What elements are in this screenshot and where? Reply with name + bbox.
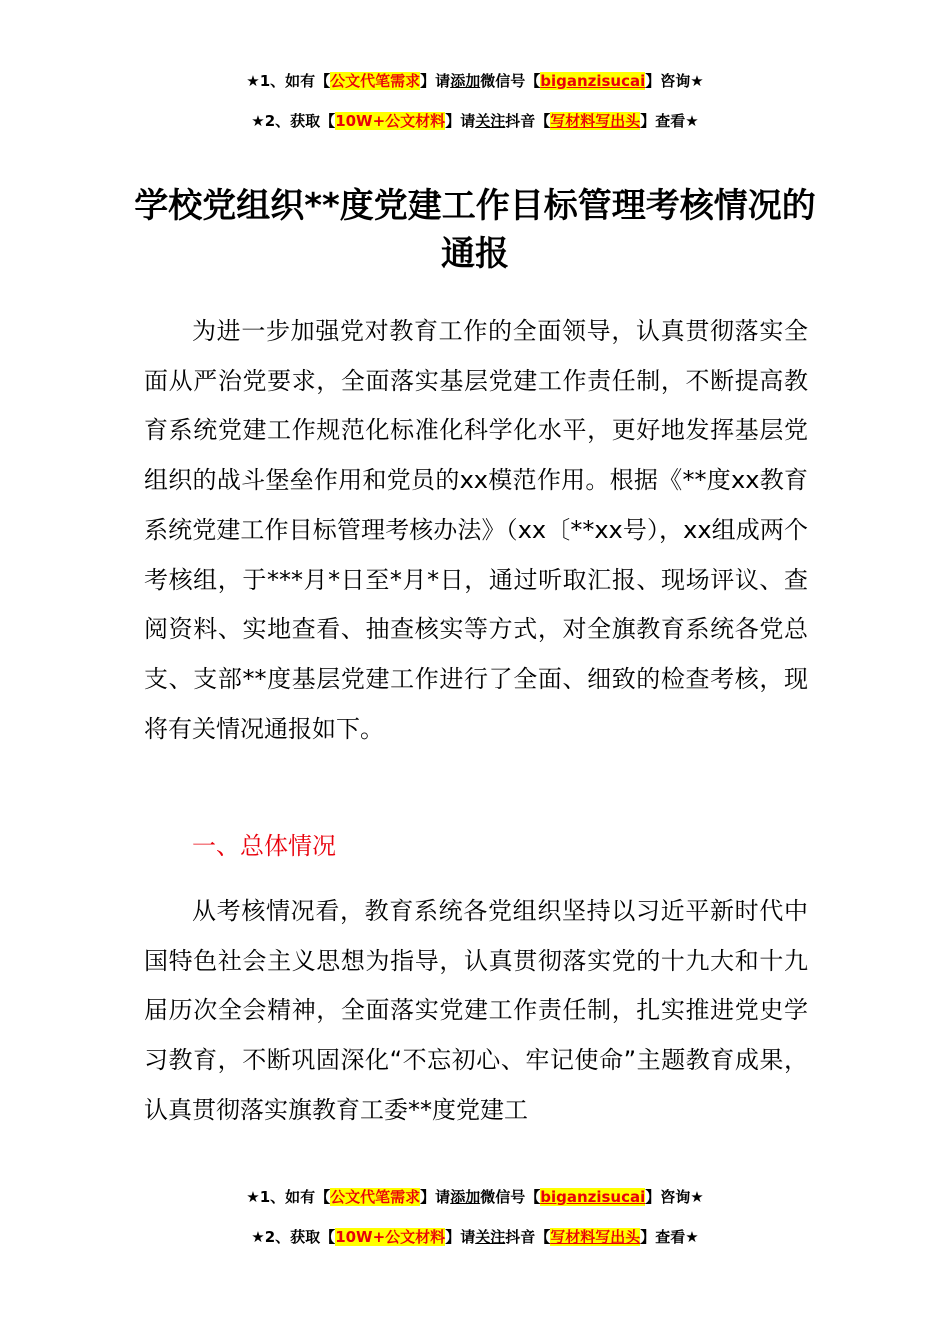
paragraph-intro: 为进一步加强党对教育工作的全面领导，认真贯彻落实全面从严治党要求，全面落实基层党建工作责任制，不断提高教育系统党建工作规范化标准化科学化水平，更好地发挥基层党组织的战斗堡垒作用和党员的xx模范作用。根据《**度xx教育系统党建工作目标管理考核办法》（xx〔**xx号），xx组成两个考核组，于***月*日至*月*日，通过听取汇报、现场评议、查阅资料、实地查看、抽查核实等方式，对全旗教育系统各党总支、支部**度基层党建工作进行了全面、细致的检查考核，现将有关情况通报如下。 xyxy=(144,317,808,743)
promo-highlight: 10W+公文材料 xyxy=(335,112,446,130)
promo-underline-text: 添加 xyxy=(450,1188,481,1206)
promo-line-1-top xyxy=(0,71,950,91)
promo-text: 】请 xyxy=(420,72,451,90)
promo-highlight: 10W+公文材料 xyxy=(335,1228,446,1246)
promo-text: 抖音【 xyxy=(505,1228,551,1246)
promo-wechat-id: biganzisucai xyxy=(540,72,646,90)
promo-text: 抖音【 xyxy=(505,112,551,130)
promo-prefix: ★1、如有【 xyxy=(246,1188,331,1206)
promo-underline-text: 添加 xyxy=(450,72,481,90)
promo-prefix: ★2、获取【 xyxy=(251,1228,336,1246)
paragraph-overview: 从考核情况看，教育系统各党组织坚持以习近平新时代中国特色社会主义思想为指导，认真贯彻落实党的十九大和十九届历次全会精神，全面落实党建工作责任制，扎实推进党史学习教育，不断巩固深化“不忘初心、牢记使命”主题教育成果，认真贯彻落实旗教育工委**度党建工 xyxy=(144,897,808,1124)
promo-suffix: 】查看★ xyxy=(640,1228,699,1246)
promo-text: 微信号【 xyxy=(480,1188,541,1206)
promo-text: 微信号【 xyxy=(480,72,541,90)
promo-underline-text: 关注 xyxy=(475,1228,506,1246)
promo-highlight: 公文代笔需求 xyxy=(330,1188,421,1206)
promo-text: 】请 xyxy=(445,1228,476,1246)
section-heading-overview: 一、总体情况 xyxy=(192,832,336,860)
promo-text: 】请 xyxy=(420,1188,451,1206)
document-title: 学校党组织**度党建工作目标管理考核情况的通报 xyxy=(134,186,816,274)
promo-suffix: 】咨询★ xyxy=(645,72,704,90)
promo-suffix: 】查看★ xyxy=(640,112,699,130)
promo-prefix: ★1、如有【 xyxy=(246,72,331,90)
promo-douyin-account: 写材料写出头 xyxy=(550,1228,641,1246)
promo-underline-text: 关注 xyxy=(475,112,506,130)
promo-text: 】请 xyxy=(445,112,476,130)
promo-wechat-id: biganzisucai xyxy=(540,1188,646,1206)
promo-line-1-bottom xyxy=(0,1187,950,1207)
promo-douyin-account: 写材料写出头 xyxy=(550,112,641,130)
promo-highlight: 公文代笔需求 xyxy=(330,72,421,90)
promo-suffix: 】咨询★ xyxy=(645,1188,704,1206)
promo-line-2-bottom xyxy=(0,1227,950,1247)
promo-line-2-top xyxy=(0,111,950,131)
promo-prefix: ★2、获取【 xyxy=(251,112,336,130)
